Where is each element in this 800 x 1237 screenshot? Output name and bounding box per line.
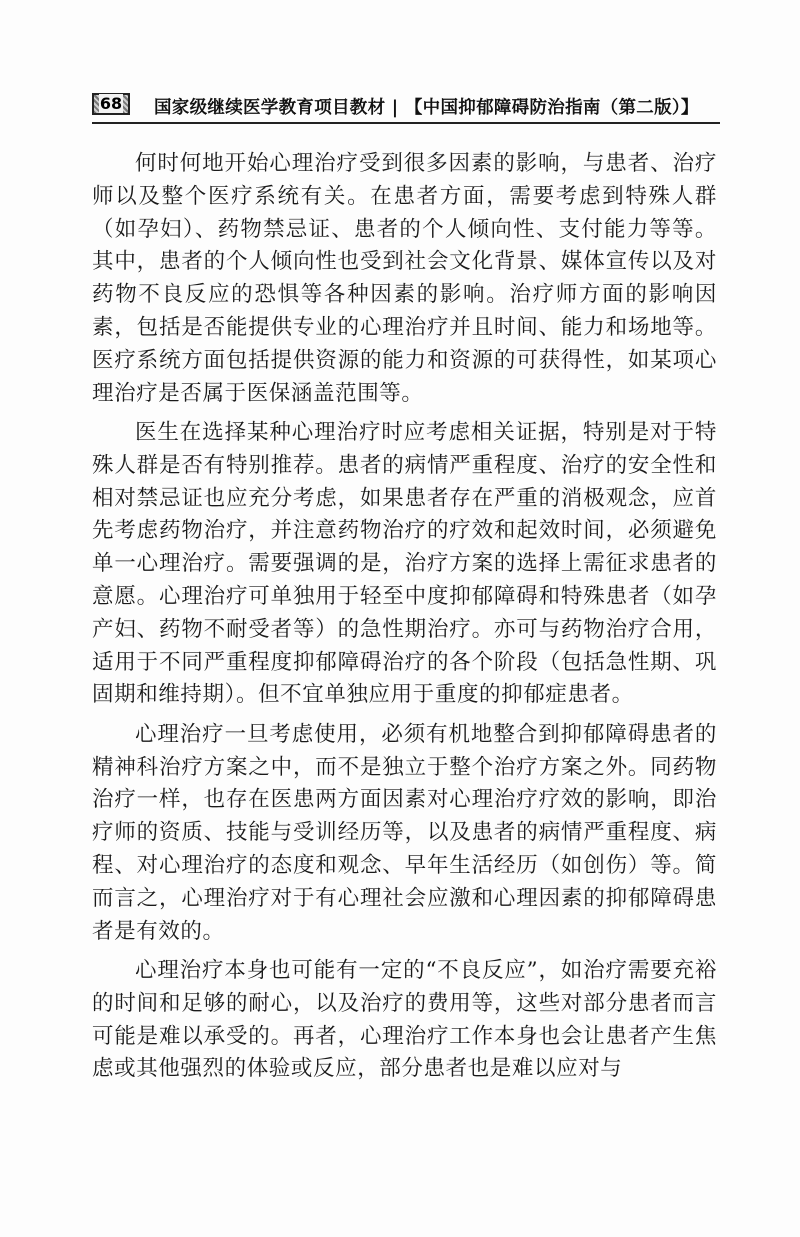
body-text <box>92 148 717 1093</box>
paragraph: 心理治疗一旦考虑使用，必须有机地整合到抑郁障碍患者的精神科治疗方案之中，而不是独立于整个治疗方案之外。同药物治疗一样，也存在医患两方面因素对心理治疗疗效的影响，即治疗师的资质、技能与受训经历等，以及患者的病情严重程度、病程、对心理治疗的态度和观念、早年生活经历（如创伤）等。简而言之，心理治疗对于有心理社会应激和心理因素的抑郁障碍患者是有效的。 <box>92 721 717 944</box>
paragraph: 医生在选择某种心理治疗时应考虑相关证据，特别是对于特殊人群是否有特别推荐。患者的病情严重程度、治疗的安全性和相对禁忌证也应充分考虑，如果患者存在严重的消极观念，应首先考虑药物治疗，并注意药物治疗的疗效和起效时间，必须避免单一心理治疗。需要强调的是，治疗方案的选择上需征求患者的意愿。心理治疗可单独用于轻至中度抑郁障碍和特殊患者（如孕产妇、药物不耐受者等）的急性期治疗。亦可与药物治疗合用，适用于不同严重程度抑郁障碍治疗的各个阶段（包括急性期、巩固期和维持期）。但不宜单独应用于重度的抑郁症患者。 <box>92 419 717 708</box>
paragraph: 何时何地开始心理治疗受到很多因素的影响，与患者、治疗师以及整个医疗系统有关。在患者方面，需要考虑到特殊人群（如孕妇）、药物禁忌证、患者的个人倾向性、支付能力等等。其中，患者的个人倾向性也受到社会文化背景、媒体宣传以及对药物不良反应的恐惧等各种因素的影响。治疗师方面的影响因素，包括是否能提供专业的心理治疗并且时间、能力和场地等。医疗系统方面包括提供资源的能力和资源的可获得性，如某项心理治疗是否属于医保涵盖范围等。 <box>92 151 717 406</box>
running-title: 国家级继续医学教育项目教材 | 【中国抑郁障碍防治指南（第二版）】 <box>154 98 699 118</box>
running-header <box>92 92 720 124</box>
page-number-badge <box>92 93 130 115</box>
paragraph: 心理治疗本身也可能有一定的“不良反应”，如治疗需要充裕的时间和足够的耐心，以及治疗的费用等，这些对部分患者而言可能是难以承受的。再者，心理治疗工作本身也会让患者产生焦虑或其他强烈的体验或反应，部分患者也是难以应对与 <box>92 957 717 1082</box>
page-number: 68 <box>99 94 123 113</box>
